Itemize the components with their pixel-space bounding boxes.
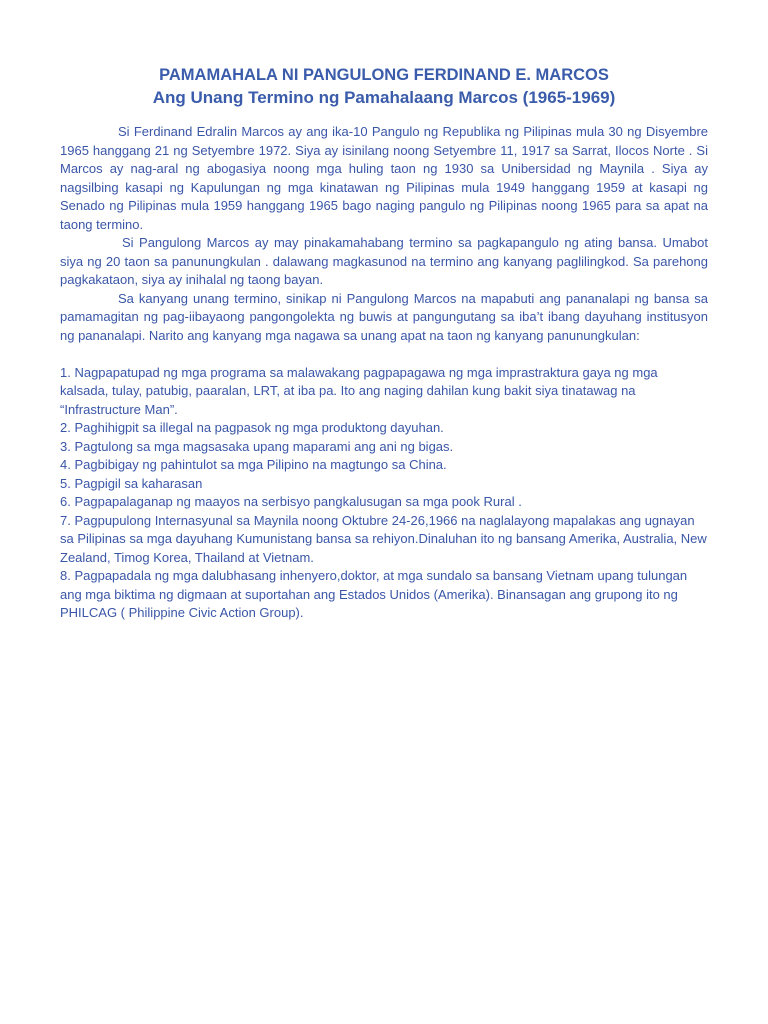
list-item: 8. Pagpapadala ng mga dalubhasang inhenyero,doktor, at mga sundalo sa bansang Vietnam upang tulungan ang mga biktima ng digmaan at suportahan ang Estados Unidos (Amerika). Binansagan ang grupong ito ng PHILCAG ( Philippine Civic Action Group). [60, 568, 688, 620]
list-item: 6. Pagpapalaganap ng maayos na serbisyo pangkalusugan sa mga pook Rural . [60, 494, 522, 509]
paragraph-biography: Si Ferdinand Edralin Marcos ay ang ika-10 Pangulo ng Republika ng Pilipinas mula 30 ng Disyembre 1965 hanggang 21 ng Setyembre 1972. Siya ay isinilang noong Setyembre 11, 1917 sa Sarrat, Ilocos Norte . Si Marcos ay nag-aral ng abogasiya noong mga huling taon ng 1930 sa Unibersidad ng Maynila . Siya ay nagsilbing kasapi ng Kapulungan ng mga kinatawan ng Pilipinas mula 1949 hanggang 1959 at kasapi ng Senado ng Pilipinas mula 1959 hanggang 1965 bago naging pangulo ng Pilipinas noong 1965 para sa apat na taong termino. [60, 124, 708, 232]
list-item: 4. Pagbibigay ng pahintulot sa mga Pilipino na magtungo sa China. [60, 457, 447, 472]
document-page [60, 64, 708, 623]
document-subtitle: Ang Unang Termino ng Pamahalaang Marcos (1965-1969) [152, 88, 616, 107]
document-title: PAMAMAHALA NI PANGULONG FERDINAND E. MARCOS [159, 66, 609, 84]
list-item: 7. Pagpupulong Internasyunal sa Maynila noong Oktubre 24-26,1966 na naglalayong mapalakas ang ugnayan sa Pilipinas sa mga dayuhang Kumunistang bansa sa rehiyon.Dinaluhan ito ng bansang Amerika, Australia, New Zealand, Timog Korea, Thailand at Vietnam. [60, 512, 707, 565]
list-item: 5. Pagpigil sa kaharasan [60, 475, 203, 491]
paragraph-first-term: Sa kanyang unang termino, sinikap ni Pangulong Marcos na mapabuti ang pananalapi ng bansa sa pamamagitan ng pag-iibayaong pangongolekta ng buwis at pangungutang sa iba’t ibang dayuhang institusyon ng pananalapi. Narito ang kanyang mga nagawa sa unang apat na taon ng kanyang panunungkulan: [60, 290, 708, 343]
paragraph-term-length: Si Pangulong Marcos ay may pinakamahabang termino sa pagkapangulo ng ating bansa. Umabot siya ng 20 taon sa panunungkulan . dalawang magkasunod na termino ang kanyang paglilingkod. Sa parehong pagkakataon, siya ay inihalal ng taong bayan. [60, 235, 708, 287]
document-body [60, 123, 708, 623]
list-item: 1. Nagpapatupad ng mga programa sa malawakang pagpapagawa ng mga imprastraktura gaya ng mga kalsada, tulay, patubig, paaralan, LRT, at iba pa. Ito ang naging dahilan kung bakit siya tinatawag na “Infrastructure Man”. [60, 364, 658, 417]
accomplishments-list [60, 364, 708, 623]
list-item: 3. Pagtulong sa mga magsasaka upang maparami ang ani ng bigas. [60, 438, 454, 454]
list-item: 2. Paghihigpit sa illegal na pagpasok ng mga produktong dayuhan. [60, 420, 444, 435]
